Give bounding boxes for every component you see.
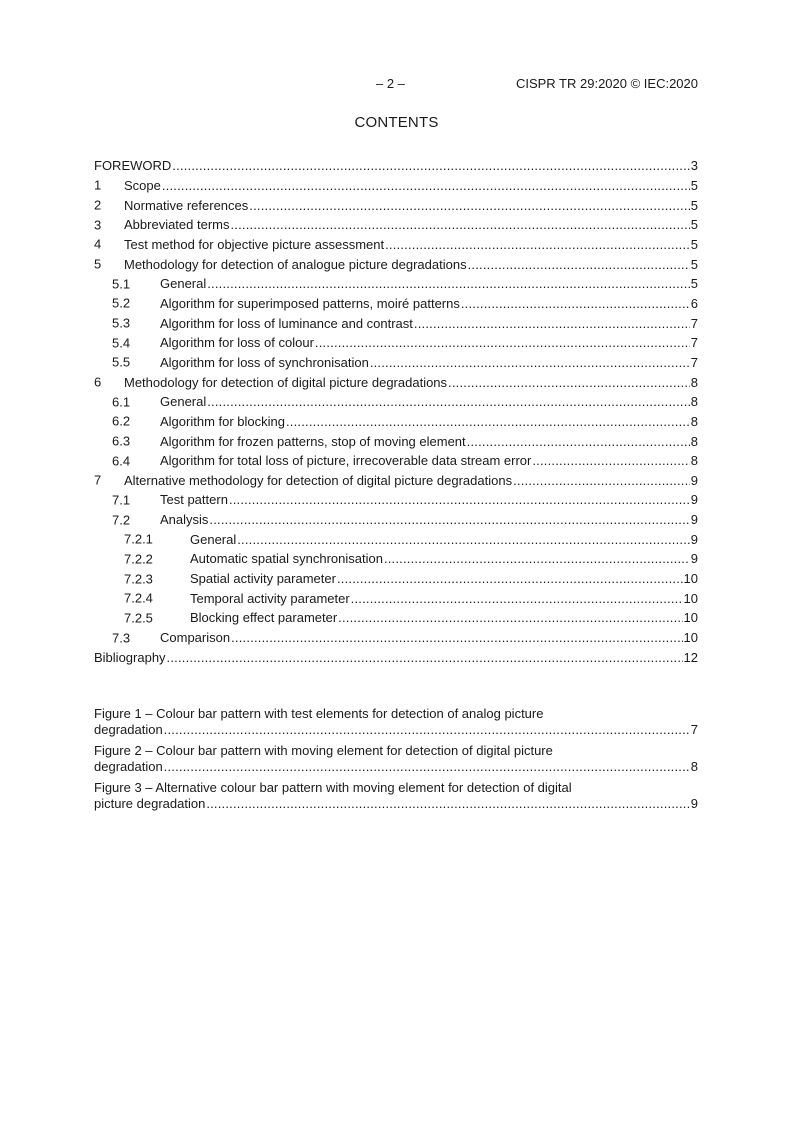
toc-entry-title: Algorithm for loss of synchronisation bbox=[160, 354, 369, 370]
toc-entry-number: 5.5 bbox=[112, 354, 131, 370]
toc-entry[interactable] bbox=[94, 490, 698, 510]
dot-leader bbox=[229, 492, 690, 507]
document-reference: CISPR TR 29:2020 © IEC:2020 bbox=[515, 76, 698, 91]
figure-entry-title: Figure 2 – Colour bar pattern with moving element for detection of digital picture bbox=[94, 743, 553, 758]
toc-entry-number: 5.2 bbox=[112, 295, 131, 311]
toc-entry-title: Algorithm for blocking bbox=[160, 413, 285, 429]
figure-entry-page: 8 bbox=[690, 759, 698, 774]
toc-entry-page: 7 bbox=[690, 335, 698, 351]
toc-entry[interactable] bbox=[94, 628, 698, 648]
toc-entry-title: General bbox=[160, 394, 207, 410]
toc-entry-title: Alternative methodology for detection of digital picture degradations bbox=[124, 472, 513, 488]
toc-entry[interactable] bbox=[94, 294, 698, 314]
dot-leader bbox=[468, 257, 690, 272]
toc-entry-number: 7.2 bbox=[112, 512, 131, 528]
page-number: – 2 – bbox=[376, 76, 405, 91]
dot-leader bbox=[162, 178, 690, 193]
toc-entry[interactable] bbox=[94, 392, 698, 412]
toc-entry-number: 7.2.4 bbox=[124, 590, 153, 606]
toc-entry-number: 6.4 bbox=[112, 453, 131, 469]
toc-entry-number: 6.2 bbox=[112, 413, 131, 429]
toc-entry-title: Algorithm for superimposed patterns, moiré patterns bbox=[160, 295, 460, 311]
toc-entry[interactable] bbox=[94, 313, 698, 333]
toc-entry-page: 8 bbox=[690, 413, 698, 429]
dot-leader bbox=[164, 759, 690, 774]
toc-entry-page: 7 bbox=[690, 315, 698, 331]
toc-entry-page: 3 bbox=[690, 158, 698, 174]
list-of-figures bbox=[94, 706, 698, 817]
toc-entry-page: 10 bbox=[683, 590, 698, 606]
toc-entry-number: 5.4 bbox=[112, 335, 131, 351]
toc-entry[interactable] bbox=[94, 353, 698, 373]
toc-entry-title: Normative references bbox=[124, 197, 249, 213]
figure-entry-title: Figure 3 – Alternative colour bar pattern with moving element for detection of digital bbox=[94, 780, 572, 795]
toc-entry-title: FOREWORD bbox=[94, 158, 172, 174]
toc-entry[interactable] bbox=[94, 176, 698, 196]
toc-entry[interactable] bbox=[94, 215, 698, 235]
figure-entry-title: Figure 1 – Colour bar pattern with test elements for detection of analog picture bbox=[94, 706, 544, 721]
toc-entry-page: 9 bbox=[690, 531, 698, 547]
toc-entry-title: Algorithm for loss of colour bbox=[160, 335, 314, 351]
dot-leader bbox=[513, 473, 690, 488]
toc-entry-number: 7.2.2 bbox=[124, 551, 153, 567]
toc-entry-title: Algorithm for total loss of picture, irrecoverable data stream error bbox=[160, 453, 532, 469]
toc-entry-page: 8 bbox=[690, 453, 698, 469]
dot-leader bbox=[167, 650, 683, 665]
dot-leader bbox=[448, 375, 690, 390]
dot-leader bbox=[337, 571, 683, 586]
toc-entry[interactable] bbox=[94, 569, 698, 589]
dot-leader bbox=[237, 532, 690, 547]
figure-entry[interactable] bbox=[94, 706, 698, 738]
figure-entry-title-continued: degradation bbox=[94, 722, 163, 737]
dot-leader bbox=[209, 512, 689, 527]
toc-entry-number: 7.2.5 bbox=[124, 610, 153, 626]
dot-leader bbox=[172, 158, 689, 173]
figure-entry-page: 9 bbox=[690, 796, 698, 811]
toc-entry-number: 7.1 bbox=[112, 492, 131, 508]
toc-entry-title: Analysis bbox=[160, 512, 209, 528]
toc-entry-page: 9 bbox=[690, 472, 698, 488]
dot-leader bbox=[461, 296, 690, 311]
toc-entry[interactable] bbox=[94, 372, 698, 392]
toc-entry-title: Algorithm for frozen patterns, stop of moving element bbox=[160, 433, 466, 449]
dot-leader bbox=[207, 394, 690, 409]
toc-entry-page: 10 bbox=[683, 630, 698, 646]
toc-entry-title: Bibliography bbox=[94, 649, 166, 665]
toc-entry[interactable] bbox=[94, 333, 698, 353]
toc-entry-title: Comparison bbox=[160, 630, 231, 646]
toc-entry-number: 4 bbox=[94, 236, 102, 252]
toc-entry-number: 7.2.3 bbox=[124, 571, 153, 587]
toc-entry-page: 8 bbox=[690, 433, 698, 449]
toc-entry[interactable] bbox=[94, 529, 698, 549]
toc-entry-title: Scope bbox=[124, 177, 161, 193]
toc-entry[interactable] bbox=[94, 254, 698, 274]
toc-entry-number: 5.1 bbox=[112, 276, 131, 292]
toc-entry-page: 5 bbox=[690, 256, 698, 272]
dot-leader bbox=[231, 630, 682, 645]
dot-leader bbox=[384, 551, 690, 566]
toc-entry-title: Methodology for detection of analogue picture degradations bbox=[124, 256, 467, 272]
toc-entry[interactable] bbox=[94, 608, 698, 628]
page-title: CONTENTS bbox=[354, 114, 439, 131]
toc-entry-title: Abbreviated terms bbox=[124, 217, 230, 233]
toc-entry[interactable] bbox=[94, 451, 698, 471]
toc-entry[interactable] bbox=[94, 510, 698, 530]
toc-entry[interactable] bbox=[94, 195, 698, 215]
toc-entry[interactable] bbox=[94, 274, 698, 294]
toc-entry-number: 6.3 bbox=[112, 433, 131, 449]
dot-leader bbox=[315, 335, 690, 350]
toc-entry-page: 5 bbox=[690, 197, 698, 213]
toc-entry[interactable] bbox=[94, 412, 698, 432]
toc-entry-page: 5 bbox=[690, 236, 698, 252]
toc-entry-number: 2 bbox=[94, 197, 102, 213]
dot-leader bbox=[370, 355, 690, 370]
toc-entry-number: 7.2.1 bbox=[124, 531, 153, 547]
toc-entry-page: 9 bbox=[690, 512, 698, 528]
figure-entry-title-continued: picture degradation bbox=[94, 796, 206, 811]
dot-leader bbox=[385, 237, 690, 252]
toc-entry-title: Blocking effect parameter bbox=[190, 610, 338, 626]
toc-entry[interactable] bbox=[94, 647, 698, 667]
toc-entry-number: 5 bbox=[94, 256, 102, 272]
toc-entry-number: 6.1 bbox=[112, 394, 131, 410]
dot-leader bbox=[351, 591, 683, 606]
figure-entry-page: 7 bbox=[690, 722, 698, 737]
toc-entry-page: 10 bbox=[683, 571, 698, 587]
figure-entry[interactable] bbox=[94, 743, 698, 775]
figure-entry[interactable] bbox=[94, 780, 698, 812]
toc-entry-title: Temporal activity parameter bbox=[190, 590, 350, 606]
toc-entry[interactable] bbox=[94, 156, 698, 176]
toc-entry-number: 7.3 bbox=[112, 630, 131, 646]
toc-entry-page: 5 bbox=[690, 276, 698, 292]
dot-leader bbox=[206, 796, 689, 811]
toc-entry-number: 6 bbox=[94, 374, 102, 390]
dot-leader bbox=[164, 722, 690, 737]
toc-entry[interactable] bbox=[94, 588, 698, 608]
toc-entry-title: Algorithm for loss of luminance and contrast bbox=[160, 315, 413, 331]
dot-leader bbox=[467, 434, 690, 449]
dot-leader bbox=[286, 414, 690, 429]
toc-entry-page: 5 bbox=[690, 217, 698, 233]
toc-entry-page: 9 bbox=[690, 492, 698, 508]
dot-leader bbox=[249, 198, 689, 213]
toc-entry-page: 5 bbox=[690, 177, 698, 193]
toc-entry-page: 8 bbox=[690, 374, 698, 390]
dot-leader bbox=[338, 610, 682, 625]
running-header bbox=[94, 76, 698, 92]
toc-entry[interactable] bbox=[94, 471, 698, 491]
toc-entry-page: 9 bbox=[690, 551, 698, 567]
dot-leader bbox=[207, 276, 690, 291]
toc-entry-title: Methodology for detection of digital picture degradations bbox=[124, 374, 448, 390]
toc-entry-title: Spatial activity parameter bbox=[190, 571, 336, 587]
dot-leader bbox=[532, 453, 689, 468]
toc-entry-page: 6 bbox=[690, 295, 698, 311]
table-of-contents bbox=[94, 156, 698, 667]
dot-leader bbox=[231, 217, 690, 232]
toc-entry[interactable] bbox=[94, 431, 698, 451]
figure-entry-title-continued: degradation bbox=[94, 759, 163, 774]
toc-entry-page: 7 bbox=[690, 354, 698, 370]
toc-entry-number: 7 bbox=[94, 472, 102, 488]
toc-entry[interactable] bbox=[94, 235, 698, 255]
toc-entry-title: Test method for objective picture assessment bbox=[124, 236, 385, 252]
toc-entry-number: 5.3 bbox=[112, 315, 131, 331]
toc-entry[interactable] bbox=[94, 549, 698, 569]
toc-entry-title: General bbox=[160, 276, 207, 292]
dot-leader bbox=[414, 316, 690, 331]
toc-entry-page: 10 bbox=[683, 610, 698, 626]
toc-entry-title: Test pattern bbox=[160, 492, 228, 508]
toc-entry-title: Automatic spatial synchronisation bbox=[190, 551, 383, 567]
toc-entry-page: 8 bbox=[690, 394, 698, 410]
toc-entry-page: 12 bbox=[683, 649, 698, 665]
toc-entry-title: General bbox=[190, 531, 237, 547]
toc-entry-number: 1 bbox=[94, 177, 102, 193]
toc-entry-number: 3 bbox=[94, 217, 102, 233]
